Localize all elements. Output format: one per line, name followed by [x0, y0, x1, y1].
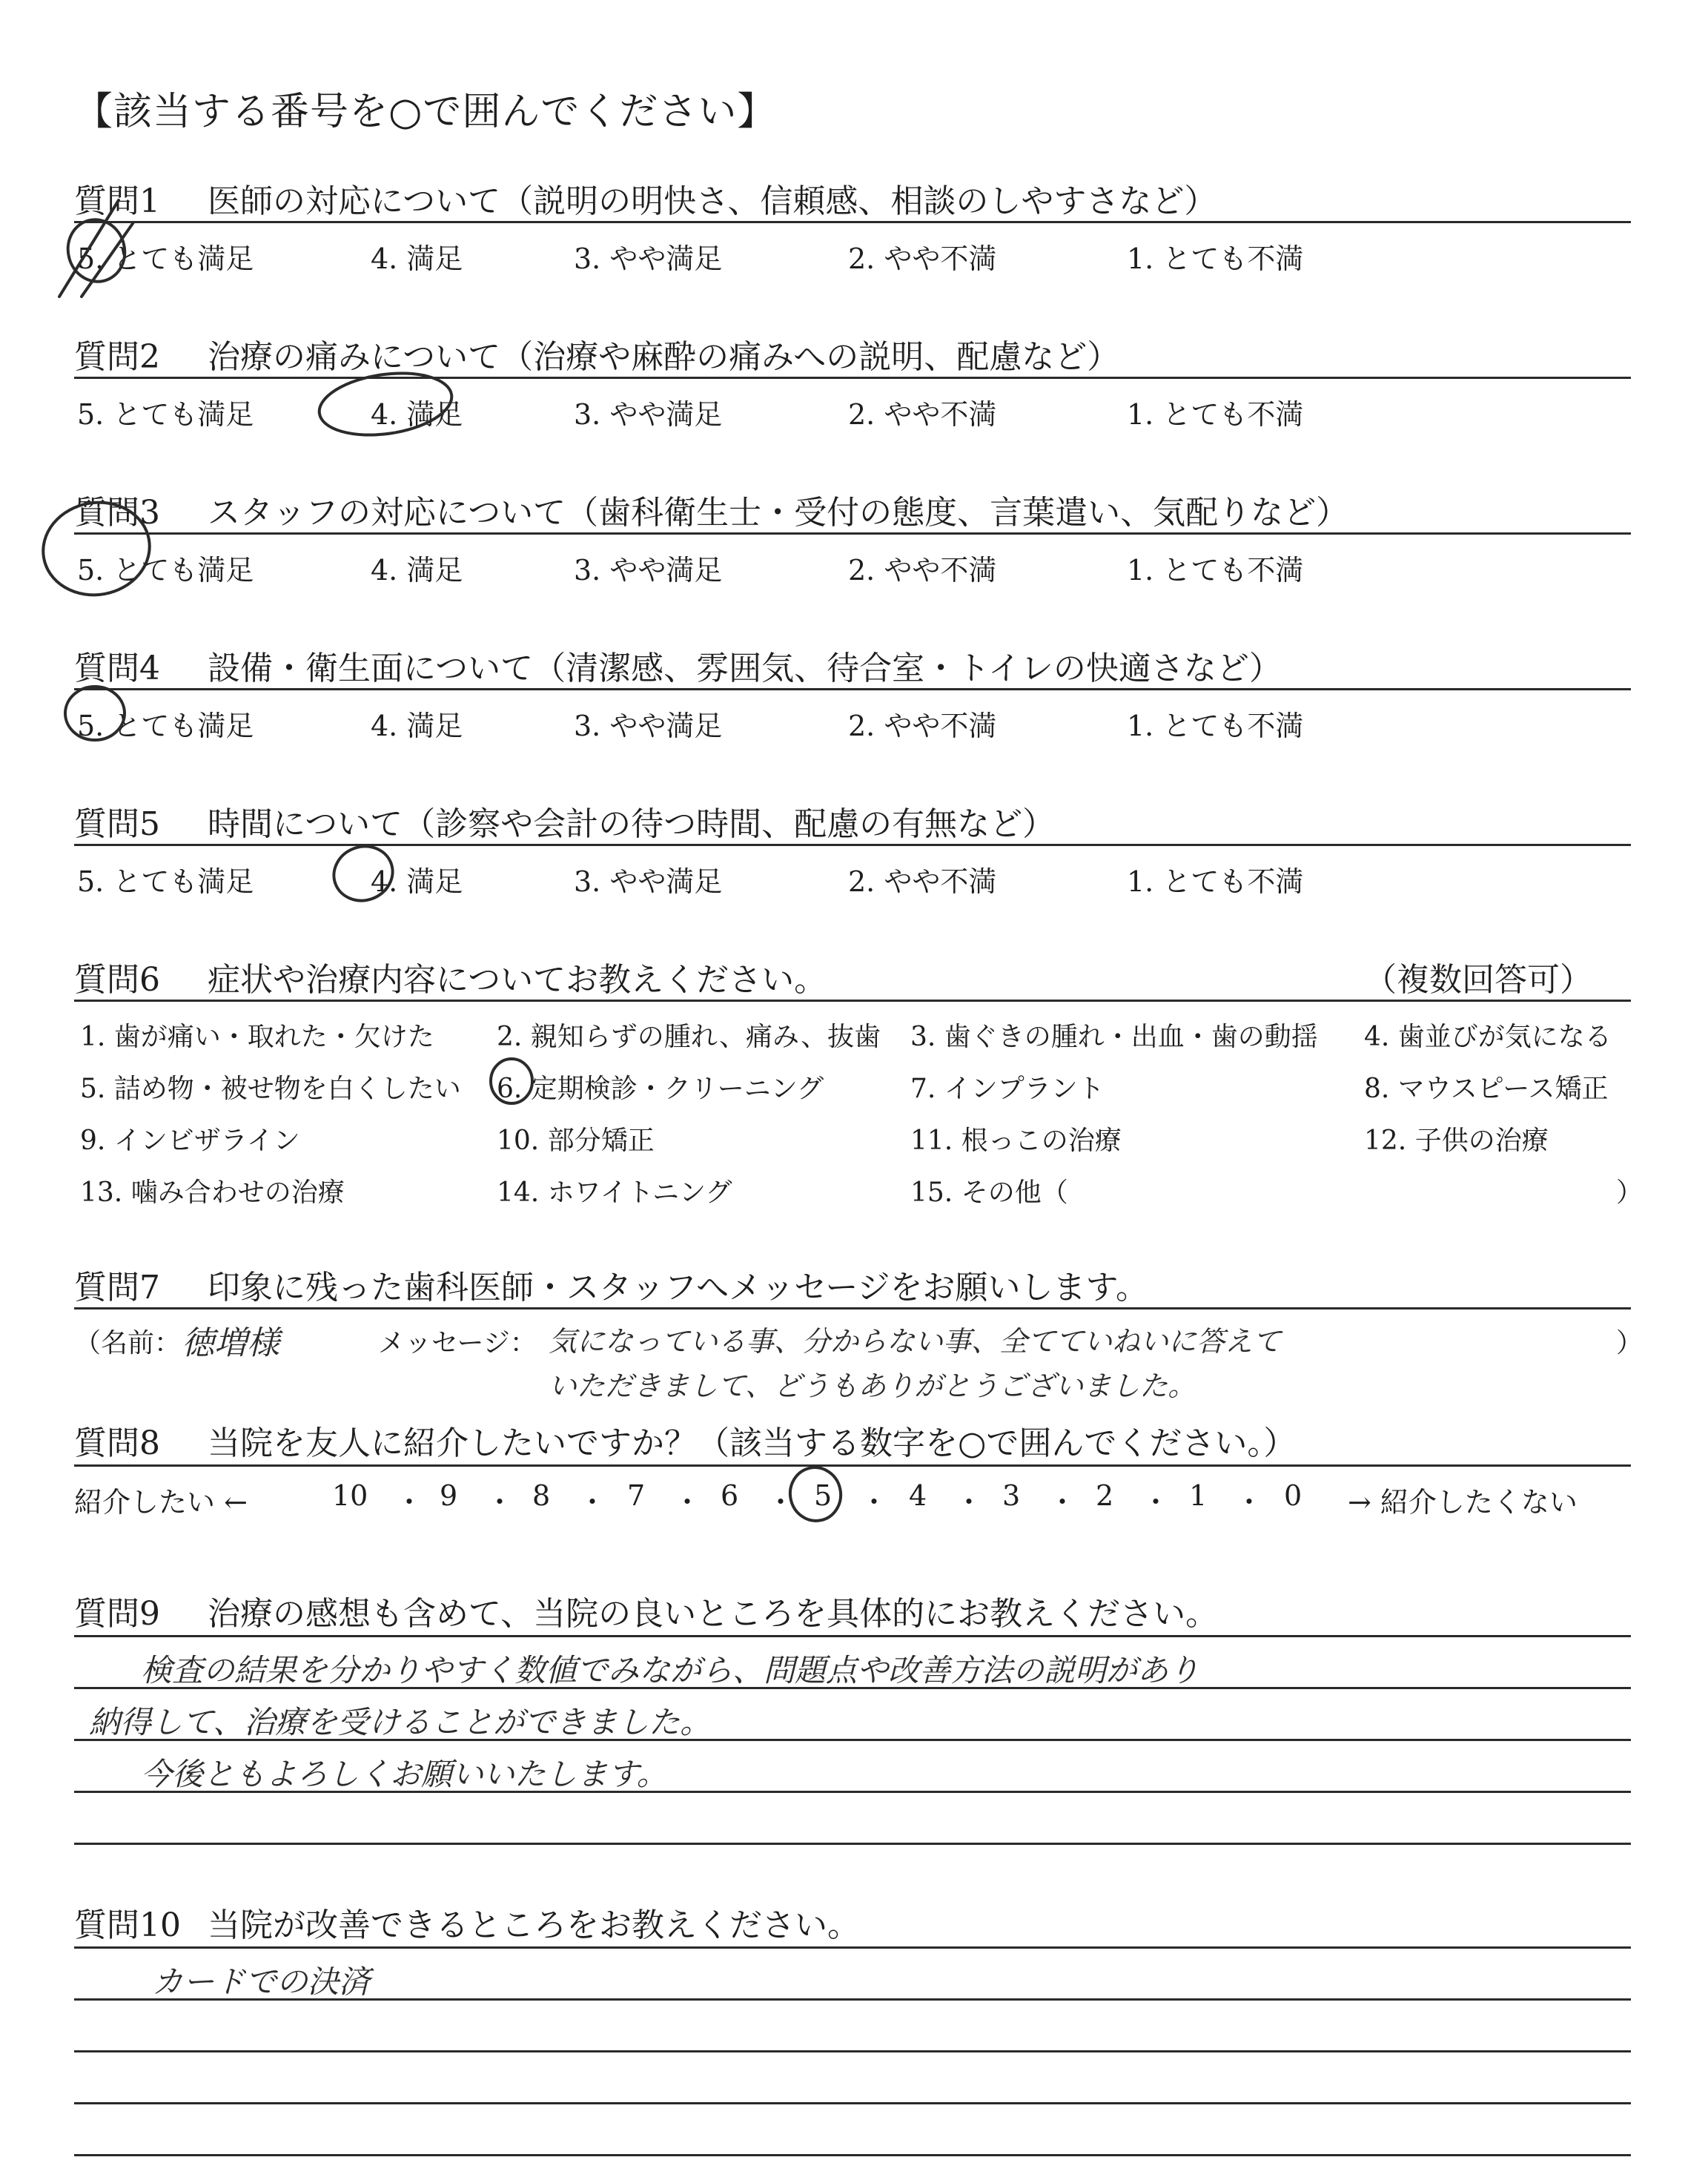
q7-name-value[interactable]: 徳増様 [182, 1324, 279, 1362]
q8-dot: ・ [395, 1486, 424, 1519]
q6-item-4[interactable]: 4. 歯並びが気になる [1364, 1022, 1612, 1052]
q5-label: 質問5 [74, 805, 160, 843]
q1-text: 医師の対応について（説明の明快さ、信頼感、相談のしやすさなど） [208, 182, 1217, 220]
q3-option-5[interactable]: 5. とても満足 [77, 554, 254, 587]
q8-scale-2[interactable]: 2 [1096, 1479, 1114, 1512]
form-header: 【該当する番号を○で囲んでください】 [74, 90, 777, 134]
q2-selection-circle [315, 366, 455, 443]
q6-selection-circle [491, 1059, 532, 1103]
q5-option-1[interactable]: 1. とても不満 [1127, 865, 1304, 898]
q8-scale-0[interactable]: 0 [1284, 1479, 1302, 1512]
q3-option-1[interactable]: 1. とても不満 [1127, 554, 1304, 587]
q8-scale-7[interactable]: 7 [627, 1479, 646, 1512]
q7-message-label: メッセージ： [378, 1328, 537, 1358]
q2-option-1[interactable]: 1. とても不満 [1127, 398, 1304, 431]
q6-item-6[interactable]: 6. 定期検診・クリーニング [497, 1074, 824, 1104]
q8-scale-1[interactable]: 1 [1189, 1479, 1208, 1512]
q6-item-10[interactable]: 10. 部分矯正 [497, 1126, 655, 1156]
q6-item-11[interactable]: 11. 根っこの治療 [910, 1126, 1122, 1156]
q6-item-13[interactable]: 13. 噛み合わせの治療 [80, 1178, 345, 1208]
q9-text: 治療の感想も含めて、当院の良いところを具体的にお教えください。 [208, 1595, 1219, 1633]
q8-scale-3[interactable]: 3 [1002, 1479, 1021, 1512]
q3-option-4[interactable]: 4. 満足 [371, 554, 463, 587]
q8-dot: ・ [860, 1486, 889, 1519]
q7-label: 質問7 [74, 1269, 160, 1307]
q3-option-3[interactable]: 3. やや満足 [574, 554, 723, 587]
q8-scale-5[interactable]: 5 [814, 1479, 833, 1512]
q8-dot: ・ [578, 1486, 607, 1519]
q8-dot: ・ [767, 1486, 795, 1519]
q4-text: 設備・衛生面について（清潔感、雰囲気、待合室・トイレの快適さなど） [208, 650, 1282, 687]
q3-selection-circle [36, 494, 156, 603]
q2-label: 質問2 [74, 338, 160, 376]
q8-scale-9[interactable]: 9 [440, 1479, 458, 1512]
q6-item-9[interactable]: 9. インビザライン [80, 1126, 300, 1156]
q6-item-15-close: ） [1616, 1178, 1644, 1208]
q5-option-5[interactable]: 5. とても満足 [77, 865, 254, 898]
q6-item-8[interactable]: 8. マウスピース矯正 [1364, 1074, 1609, 1104]
q8-dot: ・ [955, 1486, 984, 1519]
q6-text: 症状や治療内容についてお教えください。 [208, 961, 827, 999]
q7-message-line-1[interactable]: 気になっている事、分からない事、全てていねいに答えて [549, 1325, 1282, 1358]
q10-label: 質問10 [74, 1906, 181, 1944]
q6-note: （複数回答可） [1364, 961, 1592, 999]
q2-option-5[interactable]: 5. とても満足 [77, 398, 254, 431]
q8-scale-4[interactable]: 4 [909, 1479, 927, 1512]
q8-label: 質問8 [74, 1424, 160, 1462]
q8-dot: ・ [1142, 1486, 1171, 1519]
q5-option-4[interactable]: 4. 満足 [371, 865, 463, 898]
q5-option-3[interactable]: 3. やや満足 [574, 865, 723, 898]
q4-selection-circle [65, 687, 125, 740]
q7-message-line-2[interactable]: いただきまして、どうもありがとうございました。 [549, 1370, 1196, 1402]
q4-option-3[interactable]: 3. やや満足 [574, 710, 723, 742]
q6-item-12[interactable]: 12. 子供の治療 [1364, 1126, 1549, 1156]
q2-option-3[interactable]: 3. やや満足 [574, 398, 723, 431]
q2-text: 治療の痛みについて（治療や麻酔の痛みへの説明、配慮など） [208, 338, 1120, 376]
q2-option-2[interactable]: 2. やや不満 [848, 398, 997, 431]
q9-answer-line-2[interactable]: 納得して、治療を受けることができました。 [89, 1704, 712, 1740]
q7-text: 印象に残った歯科医師・スタッフへメッセージをお願いします。 [208, 1269, 1148, 1307]
q3-option-2[interactable]: 2. やや不満 [848, 554, 997, 587]
q6-item-15[interactable]: 15. その他（ [910, 1178, 1068, 1208]
q8-right-label: → 紹介したくない [1348, 1486, 1578, 1519]
q3-text: スタッフの対応について（歯科衛生士・受付の態度、言葉遣い、気配りなど） [208, 494, 1349, 532]
q8-dot: ・ [1235, 1486, 1264, 1519]
q6-item-7[interactable]: 7. インプラント [910, 1074, 1105, 1104]
q8-dot: ・ [673, 1486, 702, 1519]
q8-text: 当院を友人に紹介したいですか？（該当する数字を○で囲んでください。） [208, 1424, 1297, 1462]
q6-item-3[interactable]: 3. 歯ぐきの腫れ・出血・歯の動揺 [910, 1022, 1318, 1052]
q4-option-1[interactable]: 1. とても不満 [1127, 710, 1304, 742]
q1-option-5[interactable]: 5. とても満足 [77, 242, 254, 275]
q7-close-paren: ） [1616, 1328, 1644, 1358]
q10-text: 当院が改善できるところをお教えください。 [208, 1906, 860, 1944]
q8-left-label: 紹介したい ← [74, 1486, 248, 1519]
q5-text: 時間について（診察や会計の待つ時間、配慮の有無など） [208, 805, 1056, 843]
q3-label: 質問3 [74, 494, 160, 532]
q2-option-4[interactable]: 4. 満足 [371, 398, 463, 431]
q8-selection-circle [785, 1463, 845, 1526]
q8-dot: ・ [486, 1486, 514, 1519]
q4-label: 質問4 [74, 650, 160, 687]
q9-answer-line-3[interactable]: 今後ともよろしくお願いいたします。 [141, 1756, 668, 1792]
q4-option-5[interactable]: 5. とても満足 [77, 710, 254, 742]
q1-option-3[interactable]: 3. やや満足 [574, 242, 723, 275]
q8-scale-10[interactable]: 10 [332, 1479, 368, 1512]
q4-option-2[interactable]: 2. やや不満 [848, 710, 997, 742]
q6-item-1[interactable]: 1. 歯が痛い・取れた・欠けた [80, 1022, 434, 1052]
q1-option-1[interactable]: 1. とても不満 [1127, 242, 1304, 275]
q1-option-4[interactable]: 4. 満足 [371, 242, 463, 275]
q1-label: 質問1 [74, 182, 160, 220]
q9-label: 質問9 [74, 1595, 160, 1633]
q10-answer-line-1[interactable]: カードでの決済 [152, 1964, 371, 2000]
q7-name-label: （名前： [74, 1328, 182, 1358]
q6-item-14[interactable]: 14. ホワイトニング [497, 1178, 732, 1208]
q5-selection-circle [326, 838, 400, 908]
q8-scale-8[interactable]: 8 [532, 1479, 551, 1512]
q8-dot: ・ [1048, 1486, 1077, 1519]
q5-option-2[interactable]: 2. やや不満 [848, 865, 997, 898]
q6-item-5[interactable]: 5. 詰め物・被せ物を白くしたい [80, 1074, 461, 1104]
q6-item-2[interactable]: 2. 親知らずの腫れ、痛み、抜歯 [497, 1022, 881, 1052]
q9-answer-line-1[interactable]: 検査の結果を分かりやすく数値でみながら、問題点や改善方法の説明があり [141, 1652, 1200, 1688]
q1-option-2[interactable]: 2. やや不満 [848, 242, 997, 275]
q8-scale-6[interactable]: 6 [721, 1479, 739, 1512]
q6-label: 質問6 [74, 961, 160, 999]
q4-option-4[interactable]: 4. 満足 [371, 710, 463, 742]
